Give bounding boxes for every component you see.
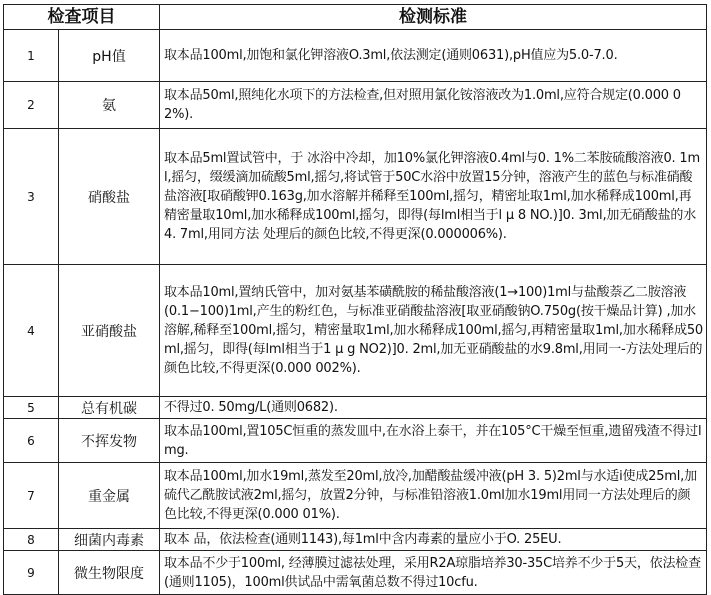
row-number: 9 (4, 551, 59, 595)
row-standard: 取本品100ml,置105C恒重的蒸发皿中,在水浴上泰干，并在105°C干燥至恒重,遗留残渣不得过lmg. (160, 419, 707, 463)
table-row (4, 529, 707, 551)
row-number: 3 (4, 129, 59, 265)
table-header-row (4, 5, 707, 30)
row-item: 亚硝酸盐 (59, 265, 160, 397)
row-standard: 取本品5ml置试管中，于 冰浴中冷却，加10%氯化钾溶液0.4ml与0. 1%二苯胺硫酸溶液0. 1ml,摇匀，缀缓滴加硫酸5ml,摇匀,将试管于50C水浴中放置15分钟，溶液产生的蓝色与标准硝酸盐溶液[取硝酸钾0.163g,加水溶解并稀释至100ml,摇匀，精密址取1ml,加水稀释成100ml,再精密量取10ml,加水稀释成100ml,摇匀，即得(每lml相当于l μ 8 NO.)]0. 3ml,加无硝酸盐的水4. 7ml,用同方法 处理后的颜色比较,不得更深(0.000006%). (160, 129, 707, 265)
row-item: 微生物限度 (59, 551, 160, 595)
table-row (4, 82, 707, 129)
table-row (4, 397, 707, 419)
row-item: 硝酸盐 (59, 129, 160, 265)
row-number: 5 (4, 397, 59, 419)
row-standard: 取本品10ml,置纳氏管中，加对氨基苯磺酰胺的稀盐酸溶液(1→100)1ml与盐酸萘乙二胺溶液(0.1−100)1ml,产生的粉红色，与标准亚硝酸盐溶液[取亚硝酸钠O.750g(按干燥品计算) ,加水溶解,稀释至100ml,摇匀，精密量取1ml,加水稀释成100ml,摇匀,再精密量取1ml,加水稀释成50ml,摇匀，即得(每lml相当于1 μ g NO2)]0. 2ml,加无亚硝酸盐的水9.8ml,用同一-方法处理后的颜色比较,不得更深(0.000 002%). (160, 265, 707, 397)
header-inspection-item: 检查项目 (4, 5, 160, 30)
row-standard: 取本 品，依法检查(通则1143),每1ml中含内毒素的量应小于O. 25EU. (160, 529, 707, 551)
table-row (4, 265, 707, 397)
row-item: 重金属 (59, 463, 160, 529)
row-number: 1 (4, 30, 59, 82)
row-number: 2 (4, 82, 59, 129)
row-standard: 取本品100ml,加水19ml,蒸发至20ml,放冷,加醋酸盐缓冲液(pH 3. 5)2ml与水适i使成25ml,加硫代乙酰胺试液2ml,摇匀，放置2分钟，与标准铅溶液1.0ml加水19ml用同一方法处理后的颜色比较,不得更深(0.000 01%). (160, 463, 707, 529)
table-row (4, 129, 707, 265)
row-item: 氨 (59, 82, 160, 129)
row-standard: 不得过0. 50mg/L(通则0682). (160, 397, 707, 419)
row-number: 8 (4, 529, 59, 551)
row-number: 6 (4, 419, 59, 463)
table-row (4, 419, 707, 463)
table-row (4, 463, 707, 529)
row-item: 不挥发物 (59, 419, 160, 463)
row-standard: 取本品50ml,照纯化水项下的方法检查,但对照用氯化铵溶液改为1.0ml,应符合规定(0.000 02%). (160, 82, 707, 129)
row-item: pH值 (59, 30, 160, 82)
row-item: 总有机碳 (59, 397, 160, 419)
header-test-standard: 检测标准 (160, 5, 707, 30)
row-number: 4 (4, 265, 59, 397)
row-standard: 取本品不少于100ml, 经薄膜过滤祛处理，采用R2A琼脂培养30-35C培养不少于5天，依法检查(通则1105)，100ml供试品中需氧菌总数不得过10cfu. (160, 551, 707, 595)
row-item: 细菌内毒素 (59, 529, 160, 551)
table-row (4, 551, 707, 595)
row-number: 7 (4, 463, 59, 529)
inspection-standards-table (3, 4, 707, 595)
row-standard: 取本品100ml,加饱和氯化钾溶液O.3ml,依法测定(通则0631),pH值应为5.0-7.0. (160, 30, 707, 82)
table-row (4, 30, 707, 82)
